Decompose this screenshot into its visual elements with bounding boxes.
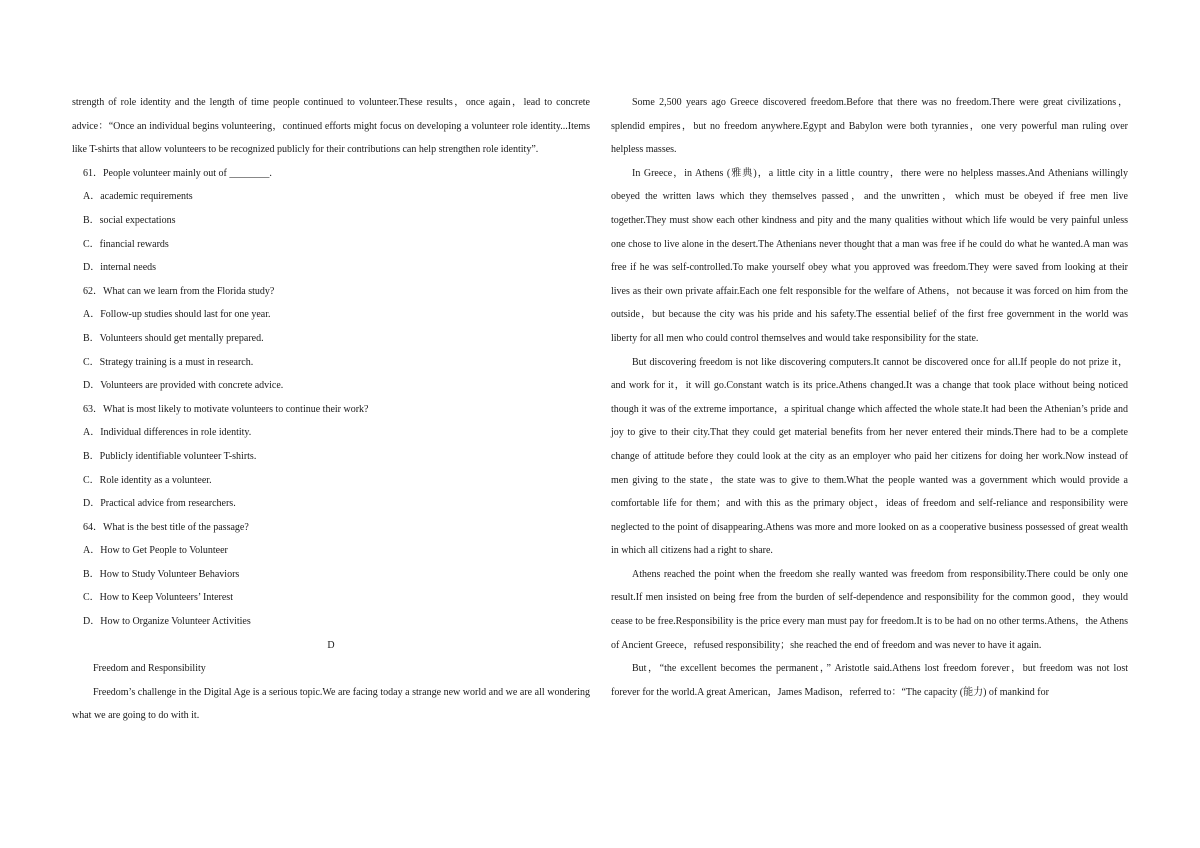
left-column: [72, 91, 590, 728]
continuation-paragraph: strength of role identity and the length of time people continued to volunteer.These results，once again，lead to concrete advice：“Once an individual begins volunteering，continued efforts might focus on developing a volunteer role identity...Items like T-shirts that allow volunteers to be recognized publicly for their contributions can help strengthen role identity”.: [72, 97, 590, 156]
question-61: [72, 162, 590, 280]
section-letter: D: [327, 639, 335, 651]
question-62: [72, 280, 590, 398]
option-a: A．Follow-up studies should last for one year.: [83, 309, 271, 321]
intro-paragraph: Freedom’s challenge in the Digital Age is a serious topic.We are facing today a strange new world and we are all wondering what we are going to do with it.: [72, 686, 590, 722]
question-stem: 64．What is the best title of the passage?: [83, 521, 249, 533]
passage-paragraph-1: Some 2,500 years ago Greece discovered freedom.Before that there was no freedom.There were great civilizations，splendid empires，but no freedom anywhere.Egypt and Babylon were both tyrannies，one very powerful man ruling over helpless masses.: [611, 97, 1128, 156]
option-d: D．How to Organize Volunteer Activities: [83, 616, 251, 628]
question-63: [72, 398, 590, 516]
option-c: C．Strategy training is a must in research.: [83, 356, 254, 368]
option-a: A．academic requirements: [83, 191, 193, 203]
question-stem: 61．People volunteer mainly out of ________.: [83, 167, 272, 179]
question-stem: 63．What is most likely to motivate volunteers to continue their work?: [83, 403, 369, 415]
option-c: C．Role identity as a volunteer.: [83, 474, 212, 486]
option-b: B．How to Study Volunteer Behaviors: [83, 568, 240, 580]
question-64: [72, 516, 590, 634]
option-d: D．Practical advice from researchers.: [83, 498, 236, 510]
passage-paragraph-4: Athens reached the point when the freedom she really wanted was freedom from responsibility.There could be only one result.If men insisted on being free from the burden of self-dependence and responsibility for the common good，they would cease to be free.Responsibility is the price every man must pay for freedom.It is to be had on no other terms.Athens，the Athens of Ancient Greece，refused responsibility；she reached the end of freedom and was never to have it again.: [611, 568, 1128, 651]
right-column: [611, 91, 1128, 704]
question-stem: 62．What can we learn from the Florida study?: [83, 285, 275, 297]
option-b: B．Publicly identifiable volunteer T-shirts.: [83, 450, 257, 462]
passage-paragraph-2: In Greece，in Athens (雅典)，a little city in a little country，there were no helpless masses.And Athenians willingly obeyed the written laws which they themselves passed，and the unwritten，which must be obeyed if free men live together.They must show each other kindness and pity and the many qualities without which life would be very painful unless one chose to live alone in the desert.The Athenians never thought that a man was free if he could do what he wanted.A man was free if he was self-controlled.To make yourself obey what you approved was freedom.They were saved from looking at their lives as their own private affair.Each one felt responsible for the welfare of Athens，not because it was forced on him from the outside，but because the city was his pride and his safety.The essential belief of the first free government in the world was liberty for all men who could control themselves and would take responsibility for the state.: [611, 167, 1128, 344]
passage-title: Freedom and Responsibility: [93, 663, 206, 675]
option-c: C．How to Keep Volunteers’ Interest: [83, 592, 233, 604]
option-a: A．How to Get People to Volunteer: [83, 545, 228, 557]
option-d: D．Volunteers are provided with concrete advice.: [83, 380, 284, 392]
passage-paragraph-5: But，“the excellent becomes the permanent，” Aristotle said.Athens lost freedom forever，but freedom was not lost forever for the world.A great American，James Madison，referred to：“The capacity (能力) of mankind for: [611, 663, 1128, 698]
option-c: C．financial rewards: [83, 238, 169, 250]
passage-paragraph-3: But discovering freedom is not like discovering computers.It cannot be discovered once for all.If people do not prize it，and work for it，it will go.Constant watch is its price.Athens changed.It was a change that took place without being noticed though it was of the extreme importance，a spiritual change which affected the whole state.It had been the Athenian’s pride and joy to give to their city.That they could get material benefits from her never entered their minds.There had to be a complete change of attitude before they could look at the city as an employer who paid her citizens for doing her work.Now instead of men giving to the state，the state was to give to them.What the people wanted was a government which would provide a comfortable life for them；and with this as the primary object，ideas of freedom and self-reliance and responsibility were neglected to the point of disappearing.Athens was more and more looked on as a cooperative business possessed of great wealth in which all citizens had a right to share.: [611, 356, 1128, 557]
option-b: B．social expectations: [83, 214, 176, 226]
option-a: A．Individual differences in role identity.: [83, 427, 252, 439]
option-d: D．internal needs: [83, 262, 157, 274]
option-b: B．Volunteers should get mentally prepared.: [83, 332, 264, 344]
